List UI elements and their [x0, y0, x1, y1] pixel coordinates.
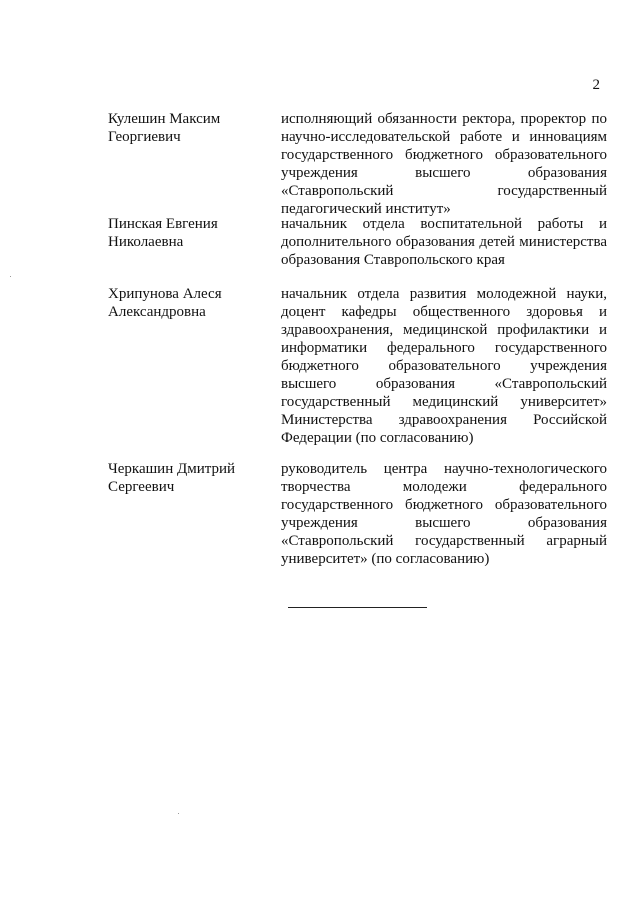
member-name: Черкашин Дмитрий Сергеевич: [108, 461, 236, 495]
scan-speck: [10, 276, 11, 277]
page-number: 2: [592, 77, 600, 93]
member-position: начальник отдела развития молодежной науки, доцент кафедры общественного здоровья и здравоохранения, медицинской профилактики и информатики федерального государственного бюджетного образовательного учреждения высшего образования «Ставропольский государственный медицинский университет» Министерства здравоохранения Российской Федерации (по согласованию): [281, 286, 607, 446]
scan-speck: [178, 813, 179, 814]
end-of-list-rule: [288, 607, 427, 608]
member-name: Кулешин Максим Георгиевич: [108, 111, 221, 145]
member-position: исполняющий обязанности ректора, проректор по научно-исследовательской работе и инновациям государственного бюджетного образовательного учреждения высшего образования «Ставропольский государственный педагогический институт»: [281, 111, 607, 217]
member-position: начальник отдела воспитательной работы и дополнительного образования детей министерства образования Ставропольского края: [281, 216, 607, 268]
member-position: руководитель центра научно-технологического творчества молодежи федерального государственного бюджетного образовательного учреждения высшего образования «Ставропольский государственный аграрный университет» (по согласованию): [281, 461, 607, 567]
member-name: Пинская Евгения Николаевна: [108, 216, 218, 250]
member-name: Хрипунова Алеся Александровна: [108, 286, 222, 320]
